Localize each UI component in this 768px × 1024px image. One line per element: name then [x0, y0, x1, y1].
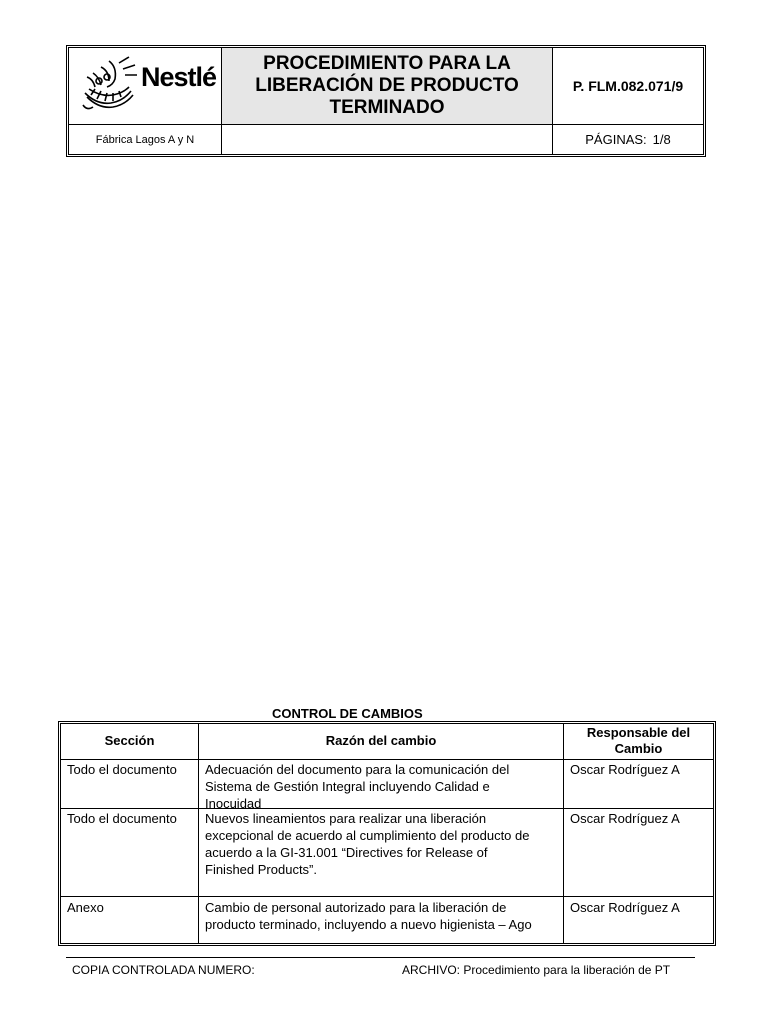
pages-label: PÁGINAS:	[585, 132, 647, 147]
table-cell-reason: Adecuación del documento para la comunicación del Sistema de Gestión Integral incluyendo Calidad e Inocuidad	[205, 762, 510, 811]
change-control-table	[58, 721, 716, 946]
footer-copy-number: COPIA CONTROLADA NUMERO:	[72, 963, 255, 977]
nestle-logo-wordmark: Nestlé	[141, 62, 217, 92]
table-cell-section: Todo el documento	[67, 762, 177, 777]
table-cell-responsible: Oscar Rodríguez A	[570, 900, 680, 915]
table-cell-section: Todo el documento	[67, 811, 177, 826]
nest-birds-icon	[79, 53, 141, 115]
document-header-table	[66, 45, 706, 157]
table-cell-reason: Cambio de personal autorizado para la liberación de producto terminado, incluyendo a nuevo higienista – Ago	[205, 900, 532, 932]
footer-divider	[66, 957, 695, 958]
table-divider	[61, 896, 713, 897]
pages-value: 1/8	[652, 132, 671, 147]
column-header-section: Sección	[104, 733, 155, 748]
change-control-title: CONTROL DE CAMBIOS	[272, 706, 423, 721]
table-cell-reason: Nuevos lineamientos para realizar una liberación excepcional de acuerdo al cumplimiento del producto de acuerdo a la GI-31.001 “Directives for Release of Finished Products”.	[205, 811, 530, 877]
footer-file-name: ARCHIVO: Procedimiento para la liberación de PT	[402, 963, 671, 977]
page-count	[553, 125, 703, 154]
title-line: LIBERACIÓN DE PRODUCTO	[255, 75, 519, 96]
nestle-logo	[69, 48, 221, 124]
document-code: P. FLM.082.071/9	[572, 78, 684, 94]
document-title	[255, 53, 519, 119]
title-line: PROCEDIMIENTO PARA LA	[263, 53, 511, 74]
document-title-cell	[222, 48, 552, 124]
table-cell-responsible: Oscar Rodríguez A	[570, 811, 680, 826]
plant-name: Fábrica Lagos A y N	[95, 133, 195, 146]
column-header-responsible: Responsable del Cambio	[586, 725, 691, 756]
title-line: TERMINADO	[329, 97, 445, 118]
table-cell-responsible: Oscar Rodríguez A	[570, 762, 680, 777]
column-header-reason: Razón del cambio	[325, 733, 437, 748]
table-cell-section: Anexo	[67, 900, 104, 915]
